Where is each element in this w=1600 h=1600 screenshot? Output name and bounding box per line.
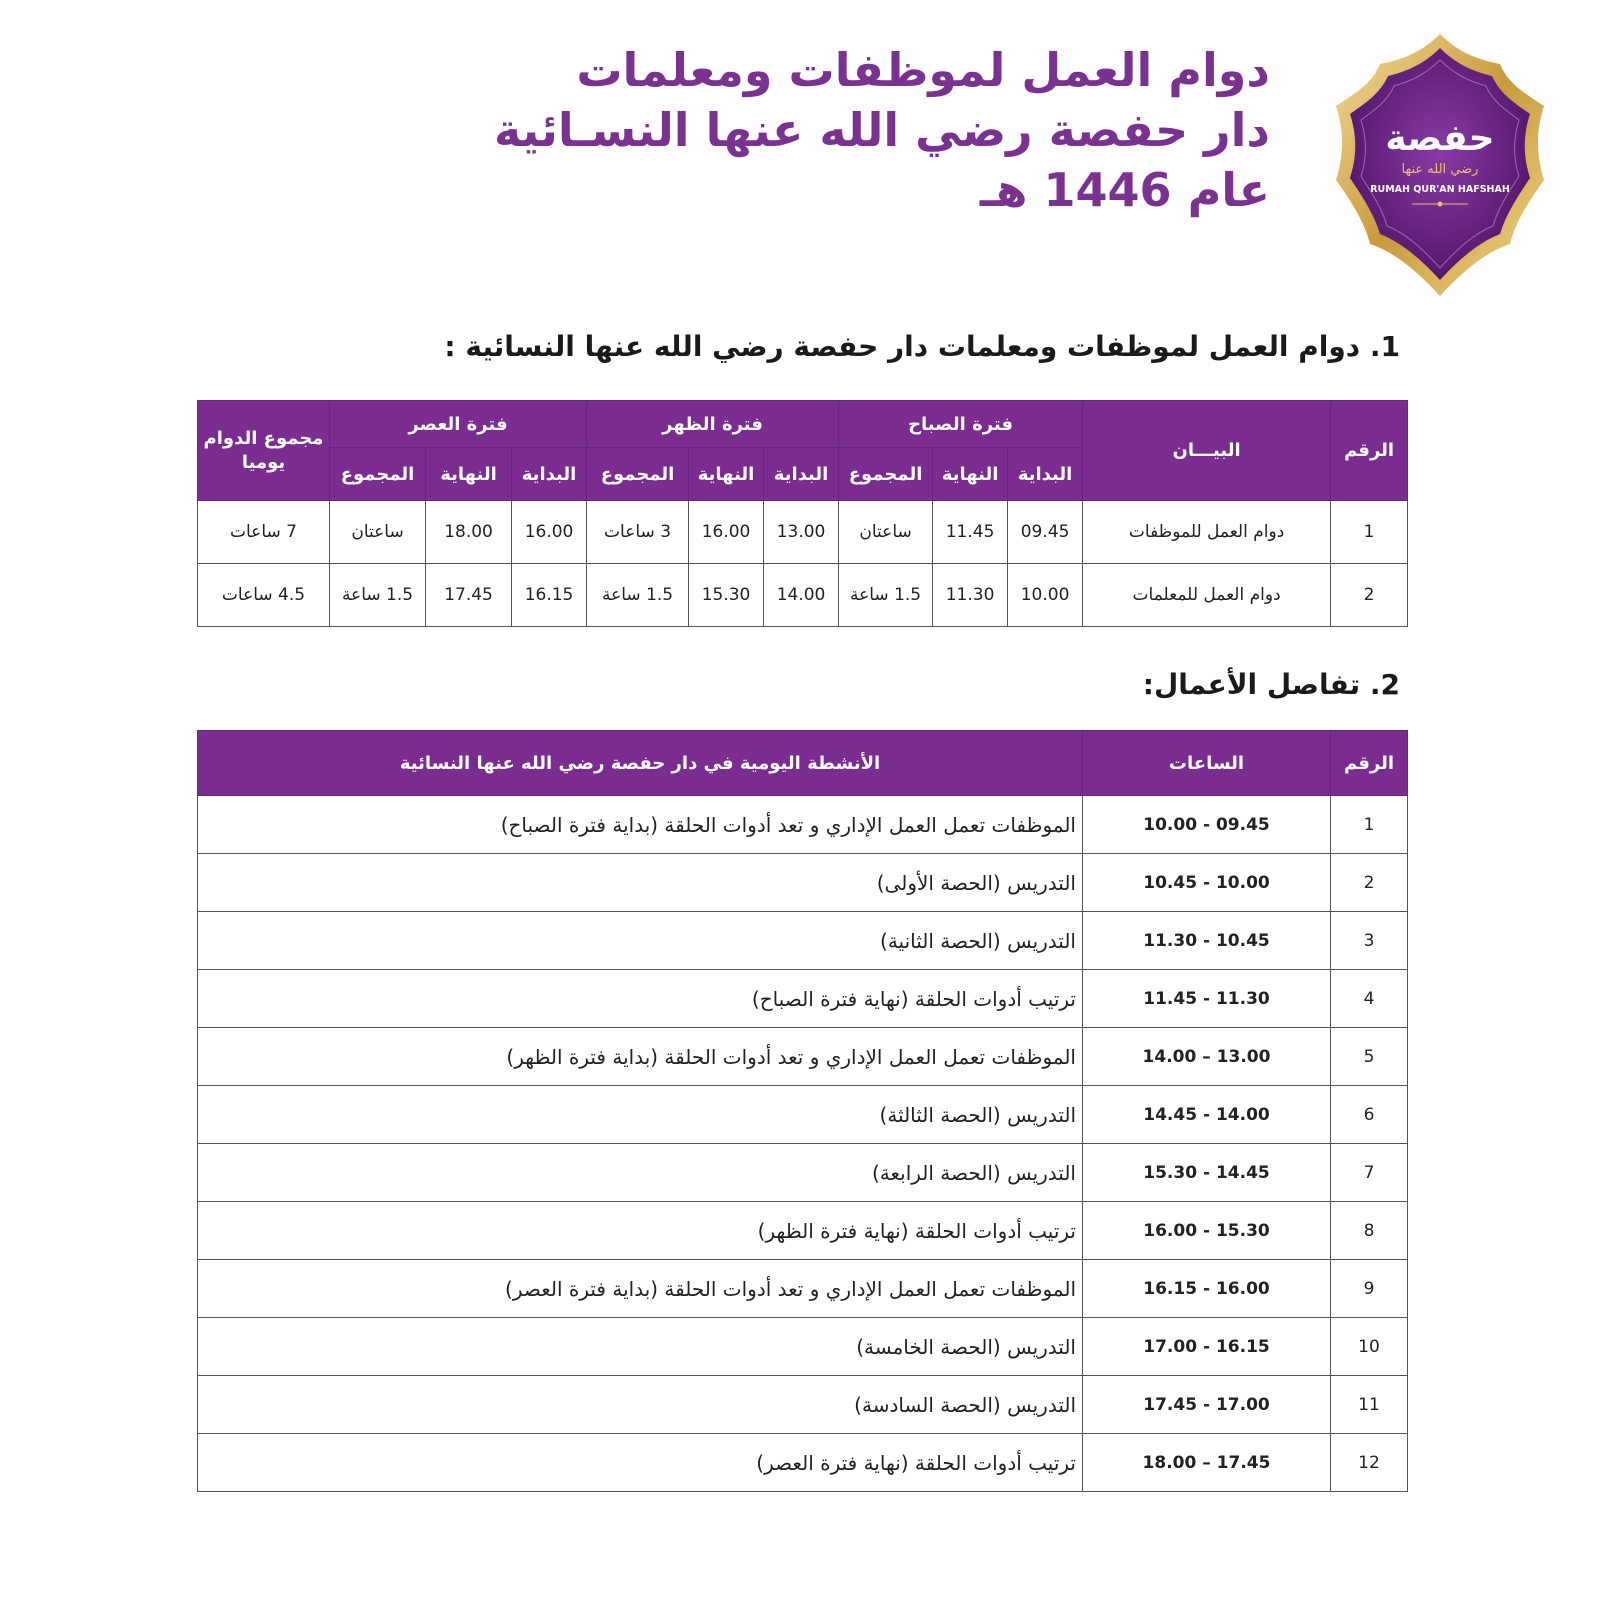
row-number: 5 [1331, 1028, 1408, 1086]
header-number: الرقم [1331, 731, 1408, 796]
row-label: دوام العمل للموظفات [1083, 501, 1331, 564]
row-number: 7 [1331, 1144, 1408, 1202]
morning-end: 11.30 [933, 564, 1008, 627]
row-hours: 13.00 – 14.00 [1083, 1028, 1331, 1086]
morning-total: ساعتان [839, 501, 933, 564]
row-number: 8 [1331, 1202, 1408, 1260]
header-row-top [198, 401, 1408, 448]
row-number: 6 [1331, 1086, 1408, 1144]
row-hours: 15.30 - 16.00 [1083, 1202, 1331, 1260]
row-hours: 17.45 – 18.00 [1083, 1434, 1331, 1492]
afternoon-end: 18.00 [426, 501, 512, 564]
activities-header-row [198, 731, 1408, 796]
row-activity: الموظفات تعمل العمل الإداري و تعد أدوات الحلقة (بداية فترة الظهر) [198, 1028, 1083, 1086]
table-row [198, 1260, 1408, 1318]
header-hours: الساعات [1083, 731, 1331, 796]
logo-badge-icon [1330, 30, 1550, 300]
row-activity: التدريس (الحصة السادسة) [198, 1376, 1083, 1434]
table-row [198, 1086, 1408, 1144]
table-row [198, 1144, 1408, 1202]
table-row [198, 1028, 1408, 1086]
row-number: 3 [1331, 912, 1408, 970]
table-row [198, 912, 1408, 970]
title-line-2: دار حفصة رضي الله عنها النسـائية [493, 103, 1270, 157]
row-activity: ترتيب أدوات الحلقة (نهاية فترة الظهر) [198, 1202, 1083, 1260]
row-hours: 17.00 - 17.45 [1083, 1376, 1331, 1434]
noon-total: 1.5 ساعة [587, 564, 689, 627]
header-noon-end: النهاية [689, 448, 764, 501]
header-description: البيـــان [1083, 401, 1331, 501]
table-row [198, 1376, 1408, 1434]
row-hours: 10.00 - 10.45 [1083, 854, 1331, 912]
header-morning-end: النهاية [933, 448, 1008, 501]
header-morning-start: البداية [1008, 448, 1083, 501]
row-activity: الموظفات تعمل العمل الإداري و تعد أدوات الحلقة (بداية فترة الصباح) [198, 796, 1083, 854]
header-morning-total: المجموع [839, 448, 933, 501]
header-afternoon-end: النهاية [426, 448, 512, 501]
header-number: الرقم [1331, 401, 1408, 501]
logo-subtitle-text: رضي الله عنها [1401, 162, 1479, 177]
table-row [198, 564, 1408, 627]
logo-english-text: RUMAH QUR'AN HAFSHAH [1370, 184, 1510, 195]
row-hours: 14.00 - 14.45 [1083, 1086, 1331, 1144]
row-activity: التدريس (الحصة الثالثة) [198, 1086, 1083, 1144]
daily-total: 7 ساعات [198, 501, 330, 564]
title-line-1: دوام العمل لموظفات ومعلمات [576, 43, 1270, 97]
noon-end: 15.30 [689, 564, 764, 627]
header-morning: فترة الصباح [839, 401, 1083, 448]
header-afternoon-total: المجموع [330, 448, 426, 501]
table-row [198, 796, 1408, 854]
row-hours: 14.45 - 15.30 [1083, 1144, 1331, 1202]
row-number: 1 [1331, 501, 1408, 564]
row-activity: التدريس (الحصة الخامسة) [198, 1318, 1083, 1376]
row-hours: 11.30 - 11.45 [1083, 970, 1331, 1028]
table-row [198, 501, 1408, 564]
row-activity: ترتيب أدوات الحلقة (نهاية فترة العصر) [198, 1434, 1083, 1492]
morning-total: 1.5 ساعة [839, 564, 933, 627]
section-2-heading: 2. تفاصل الأعمال: [1142, 668, 1400, 701]
noon-start: 14.00 [764, 564, 839, 627]
row-number: 2 [1331, 854, 1408, 912]
row-activity: التدريس (الحصة الأولى) [198, 854, 1083, 912]
row-activity: التدريس (الحصة الثانية) [198, 912, 1083, 970]
row-number: 9 [1331, 1260, 1408, 1318]
hafshah-logo [1330, 30, 1550, 300]
header-daily-total: مجموع الدوام يوميا [198, 401, 330, 501]
working-hours-table [197, 400, 1408, 627]
afternoon-total: ساعتان [330, 501, 426, 564]
afternoon-end: 17.45 [426, 564, 512, 627]
morning-start: 09.45 [1008, 501, 1083, 564]
noon-end: 16.00 [689, 501, 764, 564]
row-hours: 10.45 - 11.30 [1083, 912, 1331, 970]
activities-table [197, 730, 1408, 1492]
table-row [198, 1202, 1408, 1260]
logo-name-text: حفصة [1385, 118, 1495, 159]
row-number: 1 [1331, 796, 1408, 854]
page-title [370, 40, 1270, 220]
section-1-heading: 1. دوام العمل لموظفات ومعلمات دار حفصة رضي الله عنها النسائية : [444, 330, 1400, 363]
noon-total: 3 ساعات [587, 501, 689, 564]
row-hours: 09.45 - 10.00 [1083, 796, 1331, 854]
row-activity: ترتيب أدوات الحلقة (نهاية فترة الصباح) [198, 970, 1083, 1028]
header-activities: الأنشطة اليومية في دار حفصة رضي الله عنها النسائية [198, 731, 1083, 796]
row-number: 2 [1331, 564, 1408, 627]
table-row [198, 1318, 1408, 1376]
afternoon-total: 1.5 ساعة [330, 564, 426, 627]
title-line-3: عام 1446 هـ [979, 163, 1270, 217]
header-afternoon: فترة العصر [330, 401, 587, 448]
row-number: 10 [1331, 1318, 1408, 1376]
header-afternoon-start: البداية [512, 448, 587, 501]
header-noon: فترة الظهر [587, 401, 839, 448]
row-hours: 16.15 - 17.00 [1083, 1318, 1331, 1376]
row-number: 11 [1331, 1376, 1408, 1434]
daily-total: 4.5 ساعات [198, 564, 330, 627]
header-noon-total: المجموع [587, 448, 689, 501]
row-hours: 16.00 - 16.15 [1083, 1260, 1331, 1318]
afternoon-start: 16.15 [512, 564, 587, 627]
noon-start: 13.00 [764, 501, 839, 564]
morning-end: 11.45 [933, 501, 1008, 564]
row-number: 12 [1331, 1434, 1408, 1492]
header-noon-start: البداية [764, 448, 839, 501]
table-row [198, 970, 1408, 1028]
row-label: دوام العمل للمعلمات [1083, 564, 1331, 627]
row-number: 4 [1331, 970, 1408, 1028]
row-activity: الموظفات تعمل العمل الإداري و تعد أدوات الحلقة (بداية فترة العصر) [198, 1260, 1083, 1318]
table-row [198, 854, 1408, 912]
morning-start: 10.00 [1008, 564, 1083, 627]
table-row [198, 1434, 1408, 1492]
row-activity: التدريس (الحصة الرابعة) [198, 1144, 1083, 1202]
afternoon-start: 16.00 [512, 501, 587, 564]
